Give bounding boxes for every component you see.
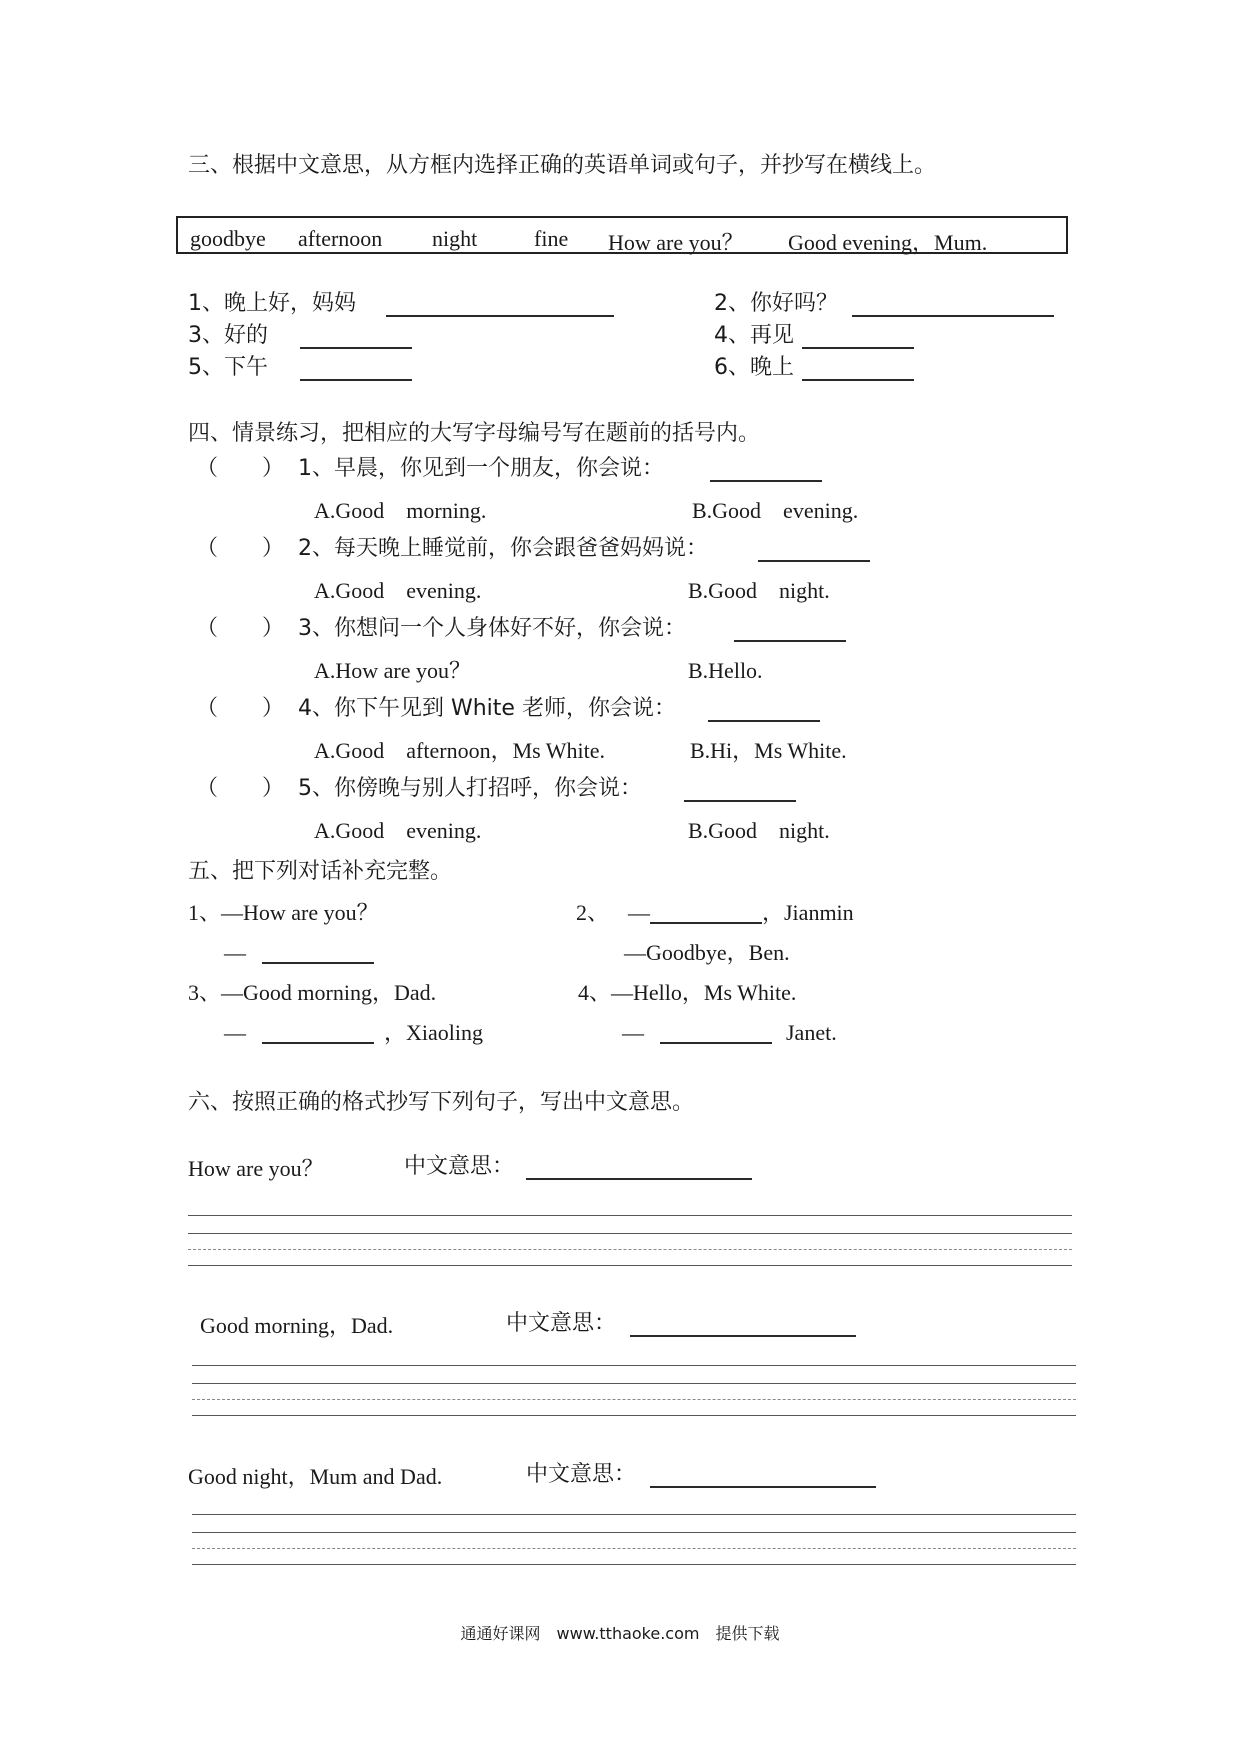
word-bank-item: goodbye	[190, 226, 266, 251]
s5-d2-tail: ，Jianmin	[762, 900, 854, 925]
s5-d1-line1: 1、—How are you？	[188, 900, 379, 925]
s4-q4-option-b: B.Hi，Ms White.	[690, 738, 847, 763]
guide-line	[192, 1415, 1076, 1416]
section-6-title: 六、按照正确的格式抄写下列句子，写出中文意思。	[188, 1090, 695, 1115]
s5-d3-answer-line[interactable]	[262, 1042, 374, 1044]
s6-s3-meaning-label: 中文意思：	[526, 1462, 637, 1487]
s3-item-5-label: 5、下午	[188, 355, 268, 380]
s5-d4-line1: 4、—Hello，Ms White.	[578, 980, 797, 1005]
s4-q5-paren[interactable]: （ ）	[196, 776, 285, 801]
s5-d3-dash: —	[224, 1020, 246, 1045]
s6-s2-meaning-label: 中文意思：	[506, 1311, 617, 1336]
footer-credit: 通通好课网 www.tthaoke.com 提供下载	[460, 1624, 780, 1643]
guide-line	[188, 1265, 1072, 1266]
s3-item-3-answer-line[interactable]	[300, 347, 412, 349]
s6-s1-copy-lines[interactable]	[188, 1215, 1072, 1271]
s5-d1-dash: —	[224, 940, 246, 965]
s5-d2-answer-line[interactable]	[650, 922, 762, 924]
s6-s2-meaning-line[interactable]	[630, 1335, 856, 1337]
s5-d2-num: 2、	[576, 900, 610, 925]
word-bank-item: Good evening，Mum.	[788, 230, 988, 255]
section-5-title: 五、把下列对话补充完整。	[188, 859, 453, 884]
word-bank-item: night	[432, 226, 478, 251]
section-3-title: 三、根据中文意思，从方框内选择正确的英语单词或句子，并抄写在横线上。	[188, 153, 937, 178]
s4-q2-prompt: 2、每天晚上睡觉前，你会跟爸爸妈妈说：	[298, 536, 708, 561]
guide-line	[192, 1514, 1076, 1515]
s5-d2-line2: —Goodbye，Ben.	[624, 940, 790, 965]
word-bank-item: How are you？	[608, 230, 744, 255]
guide-line	[192, 1383, 1076, 1384]
s4-q4-answer-line[interactable]	[708, 720, 820, 722]
guide-line	[192, 1365, 1076, 1366]
s3-item-2-label: 2、你好吗？	[714, 291, 838, 316]
s4-q4-paren[interactable]: （ ）	[196, 696, 285, 721]
s3-item-1-label: 1、晚上好，妈妈	[188, 291, 356, 316]
word-bank-box	[176, 216, 1068, 254]
guide-line	[188, 1249, 1072, 1250]
s4-q2-option-a: A.Good evening.	[314, 578, 482, 603]
s4-q3-answer-line[interactable]	[734, 640, 846, 642]
s4-q2-paren[interactable]: （ ）	[196, 536, 285, 561]
s4-q3-prompt: 3、你想问一个人身体好不好，你会说：	[298, 616, 686, 641]
s4-q2-option-b: B.Good night.	[688, 578, 830, 603]
s4-q3-option-b: B.Hello.	[688, 658, 763, 683]
s3-item-6-answer-line[interactable]	[802, 379, 914, 381]
s6-s3-copy-lines[interactable]	[192, 1514, 1076, 1570]
word-bank-item: fine	[534, 226, 569, 251]
s4-q1-prompt: 1、早晨，你见到一个朋友，你会说：	[298, 456, 664, 481]
s6-sentence-3: Good night，Mum and Dad.	[188, 1464, 443, 1489]
s3-item-2-answer-line[interactable]	[852, 315, 1054, 317]
word-bank-item: afternoon	[298, 226, 383, 251]
s4-q1-answer-line[interactable]	[710, 480, 822, 482]
s5-d3-line1: 3、—Good morning，Dad.	[188, 980, 437, 1005]
guide-line	[192, 1564, 1076, 1565]
s4-q5-option-a: A.Good evening.	[314, 818, 482, 843]
s3-item-3-label: 3、好的	[188, 323, 268, 348]
s5-d4-answer-line[interactable]	[660, 1042, 772, 1044]
s5-d2-dash: —	[628, 900, 650, 925]
s3-item-5-answer-line[interactable]	[300, 379, 412, 381]
s6-s1-meaning-label: 中文意思：	[404, 1154, 515, 1179]
s3-item-6-label: 6、晚上	[714, 355, 794, 380]
guide-line	[188, 1215, 1072, 1216]
s6-sentence-1: How are you？	[188, 1156, 324, 1181]
s3-item-1-answer-line[interactable]	[386, 315, 614, 317]
guide-line	[188, 1233, 1072, 1234]
s3-item-4-label: 4、再见	[714, 323, 794, 348]
s6-sentence-2: Good morning，Dad.	[200, 1313, 394, 1338]
s6-s3-meaning-line[interactable]	[650, 1486, 876, 1488]
s5-d3-tail: ，Xiaoling	[384, 1020, 483, 1045]
s5-d1-answer-line[interactable]	[262, 962, 374, 964]
s4-q3-option-a: A.How are you？	[314, 658, 472, 683]
s4-q4-prompt: 4、你下午见到 White 老师，你会说：	[298, 696, 676, 721]
s4-q3-paren[interactable]: （ ）	[196, 616, 285, 641]
s4-q5-answer-line[interactable]	[684, 800, 796, 802]
s4-q1-paren[interactable]: （ ）	[196, 456, 285, 481]
s5-d4-tail: Janet.	[786, 1020, 837, 1045]
s6-s2-copy-lines[interactable]	[192, 1365, 1076, 1421]
s5-d4-dash: —	[622, 1020, 644, 1045]
s4-q1-option-a: A.Good morning.	[314, 498, 487, 523]
s3-item-4-answer-line[interactable]	[802, 347, 914, 349]
s4-q4-option-a: A.Good afternoon，Ms White.	[314, 738, 606, 763]
s4-q1-option-b: B.Good evening.	[692, 498, 859, 523]
s4-q5-option-b: B.Good night.	[688, 818, 830, 843]
guide-line	[192, 1548, 1076, 1549]
s4-q2-answer-line[interactable]	[758, 560, 870, 562]
section-4-title: 四、情景练习，把相应的大写字母编号写在题前的括号内。	[188, 421, 761, 446]
s6-s1-meaning-line[interactable]	[526, 1178, 752, 1180]
guide-line	[192, 1399, 1076, 1400]
guide-line	[192, 1532, 1076, 1533]
s4-q5-prompt: 5、你傍晚与别人打招呼，你会说：	[298, 776, 642, 801]
